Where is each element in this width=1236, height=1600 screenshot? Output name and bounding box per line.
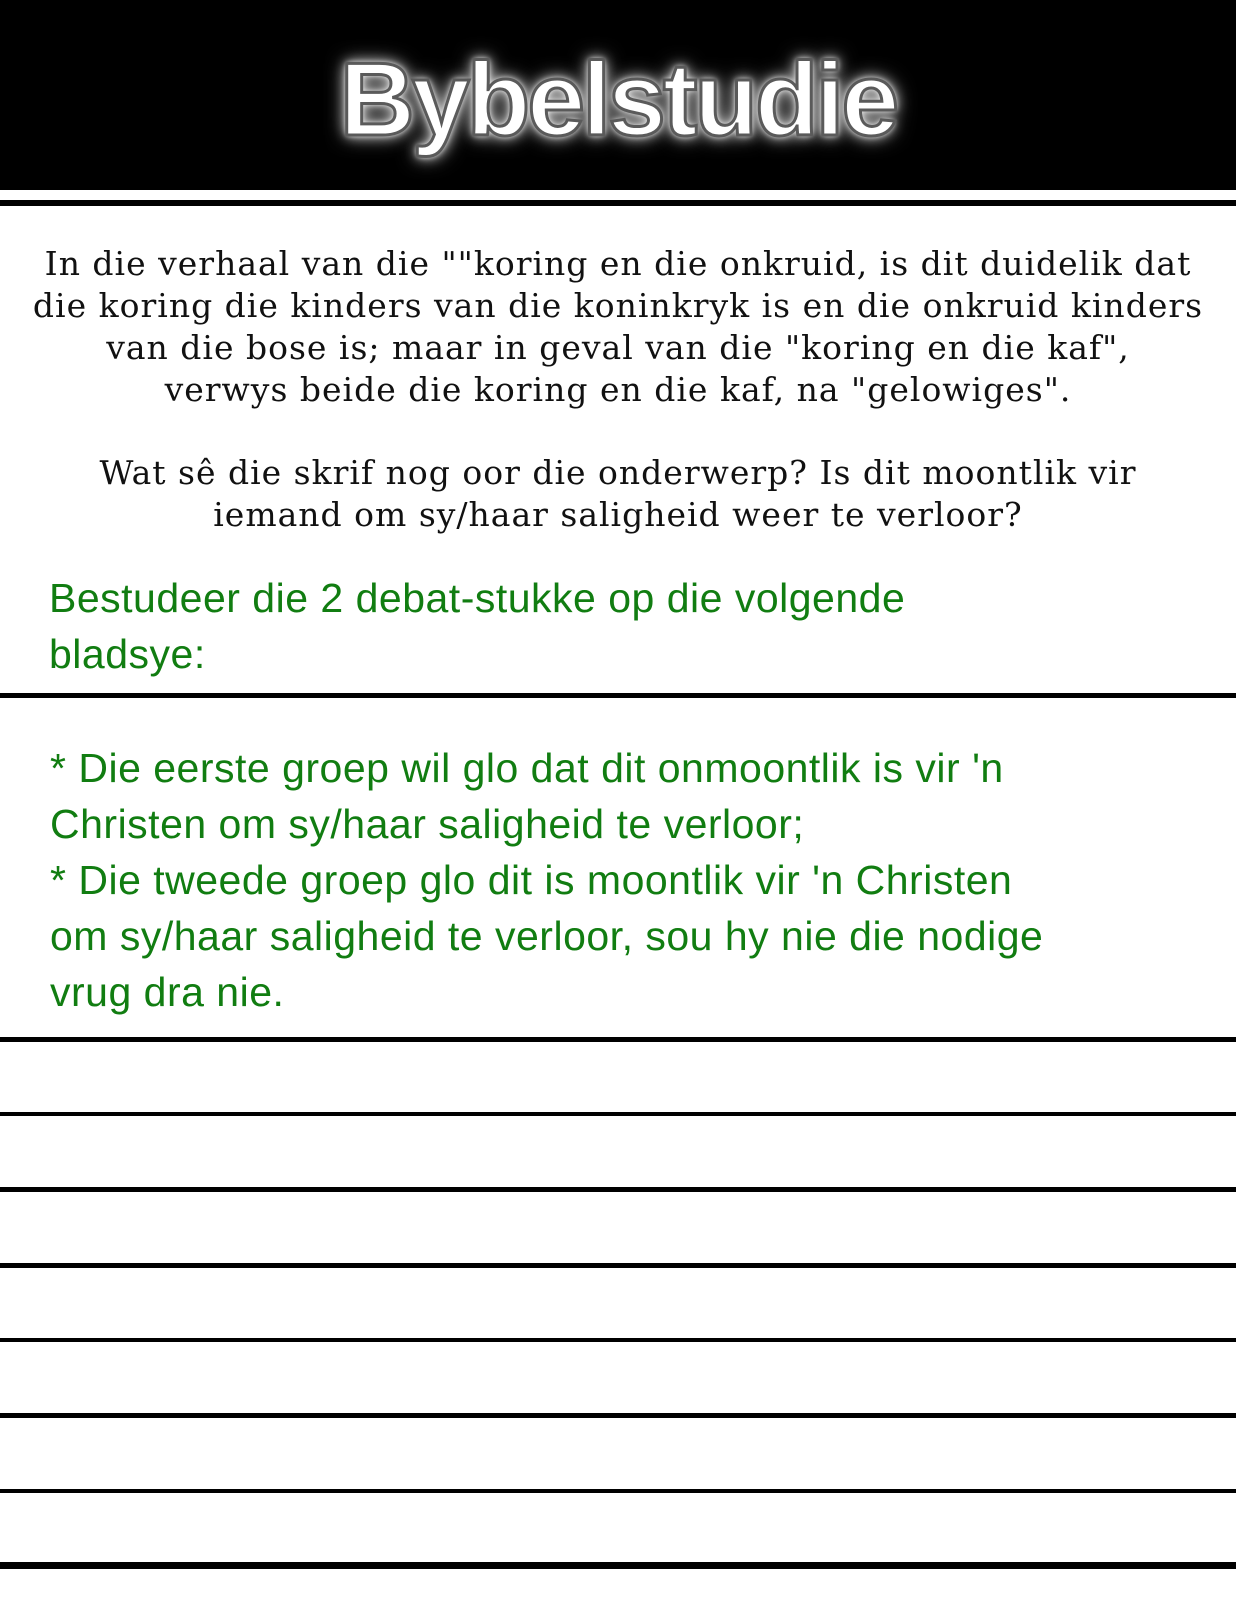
- writing-line: [0, 1489, 1236, 1493]
- writing-line: [0, 1187, 1236, 1192]
- group-item-second: * Die tweede groep glo dit is moontlik vir 'n Christen om sy/haar saligheid te verloor, sou hy nie die nodige vrug dra nie.: [50, 857, 1044, 1015]
- writing-line: [0, 1562, 1236, 1569]
- divider-line: [0, 693, 1236, 698]
- group-item-first: * Die eerste groep wil glo dat dit onmoontlik is vir 'n Christen om sy/haar saligheid te verloor;: [50, 745, 1004, 847]
- page-title: Bybelstudie: [339, 42, 897, 158]
- writing-line: [0, 1112, 1236, 1116]
- header-bar: [0, 0, 1236, 190]
- writing-line: [0, 1263, 1236, 1268]
- instruction-text: Bestudeer die 2 debat-stukke op die volgende bladsye:: [49, 575, 906, 677]
- divider-line: [0, 200, 1236, 206]
- intro-paragraph: In die verhaal van die ""koring en die onkruid, is dit duidelik dat die koring die kinders van die koninkryk is en die onkruid kinders van die bose is; maar in geval van die "koring en die kaf", verwys beide die koring en die kaf, na "gelowiges".: [32, 244, 1204, 409]
- question-paragraph: Wat sê die skrif nog oor die onderwerp? Is dit moontlik vir iemand om sy/haar saligheid weer te verloor?: [99, 453, 1137, 534]
- group-list: [50, 740, 1220, 1020]
- writing-line: [0, 1338, 1236, 1342]
- writing-line: [0, 1413, 1236, 1418]
- writing-line: [0, 1037, 1236, 1042]
